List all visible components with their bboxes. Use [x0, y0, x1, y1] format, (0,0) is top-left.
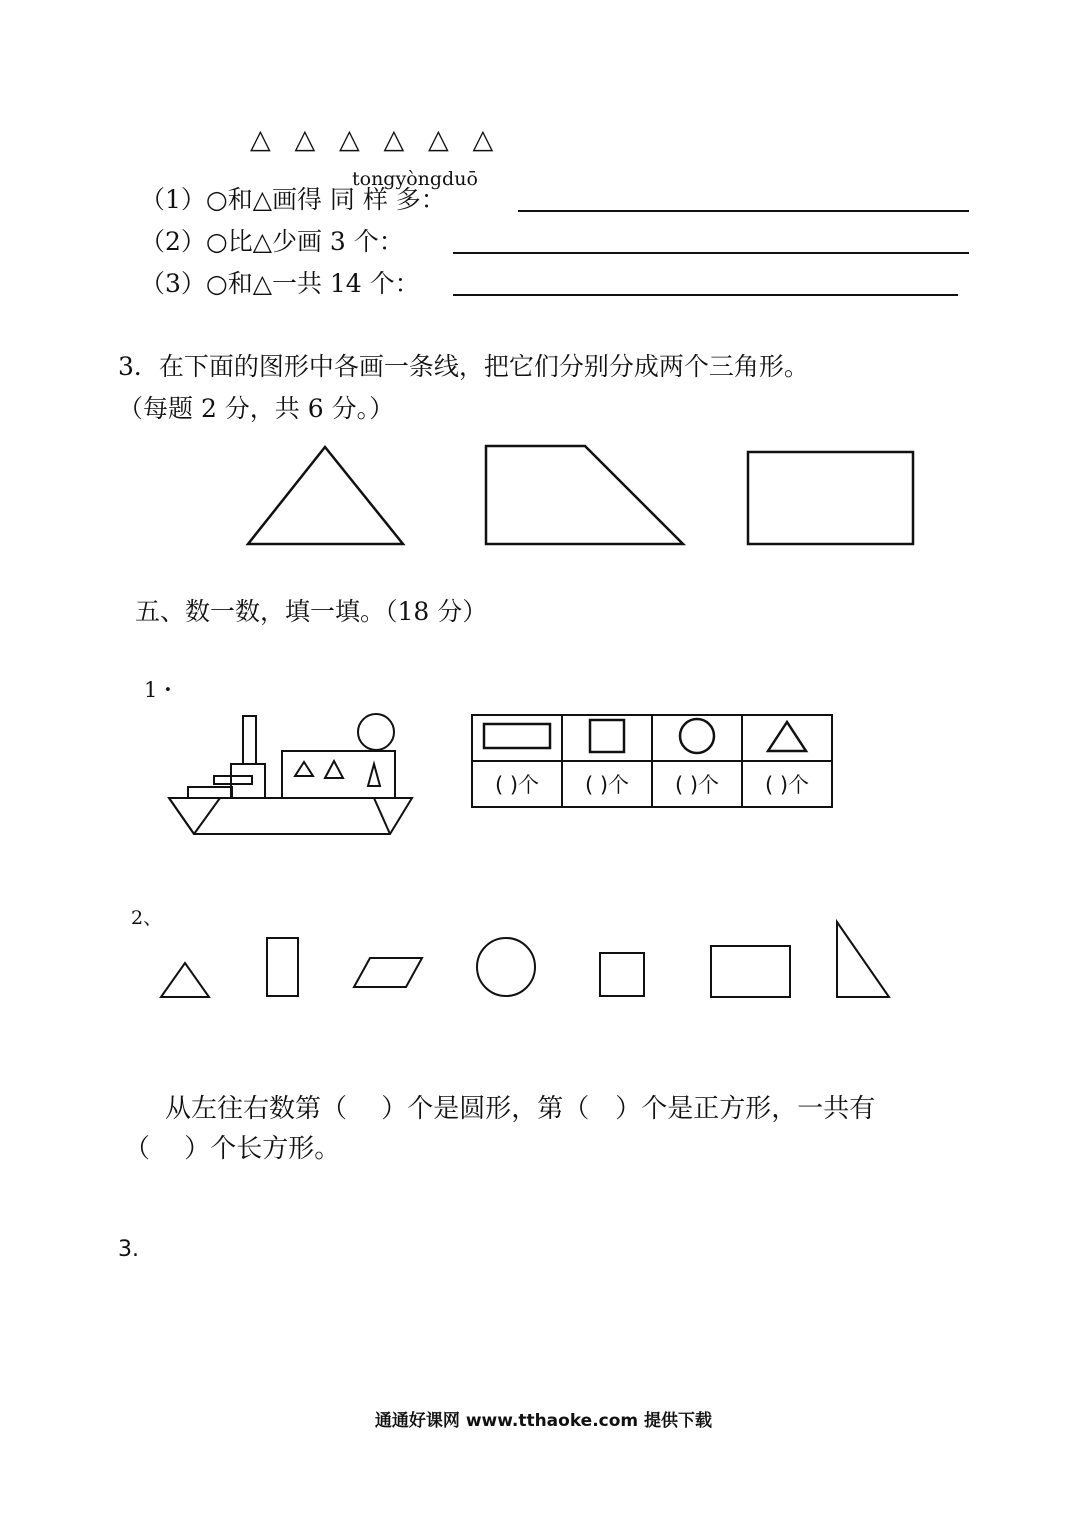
seq-right-triangle: [837, 922, 889, 997]
item-1-label: （1）○和△画得 同 样 多：: [140, 185, 446, 214]
problem-2-question-line2: （ ）个长方形。: [124, 1134, 341, 1164]
footer-text: 通通好课网 www.tthaoke.com 提供下载: [374, 1411, 713, 1431]
triangle-symbol: △: [294, 124, 316, 155]
seq-triangle: [161, 963, 209, 997]
triangle-symbol: △: [250, 124, 271, 155]
problem-1-number: 1・: [144, 678, 179, 702]
answer-cell-triangle[interactable]: ( )个: [742, 761, 832, 807]
answer-cell-rectangle[interactable]: ( )个: [472, 761, 562, 807]
seq-square: [600, 953, 644, 996]
problem-3-number: 3.: [118, 1237, 139, 1262]
seq-rectangle: [711, 946, 790, 997]
answer-cell-square[interactable]: ( )个: [562, 761, 652, 807]
seq-parallelogram: [354, 958, 422, 987]
item-2-label: （2）○比△少画 3 个：: [140, 227, 404, 256]
q3-score: （每题 2 分，共 6 分。）: [118, 394, 395, 423]
triangle-symbol: △: [472, 124, 494, 155]
section5-title: 五、数一数，填一填。（18 分）: [135, 597, 488, 626]
seq-tall-rectangle: [267, 938, 298, 996]
seq-circle: [477, 938, 535, 996]
problem-2-number: 2、: [131, 907, 163, 929]
pinyin-annotation: tongyòngduō: [352, 168, 478, 190]
item-3-label: （3）○和△一共 14 个：: [140, 269, 420, 298]
problem-2-question-line1: 从左往右数第（ ）个是圆形，第（ ）个是正方形，一共有: [165, 1094, 876, 1124]
triangle-symbol: △: [339, 124, 360, 155]
triangle-symbol: △: [383, 124, 405, 155]
triangle-symbol: △: [428, 124, 449, 155]
answer-cell-circle[interactable]: ( )个: [652, 761, 742, 807]
q3-title: 3．在下面的图形中各画一条线，把它们分别分成两个三角形。: [118, 352, 809, 381]
